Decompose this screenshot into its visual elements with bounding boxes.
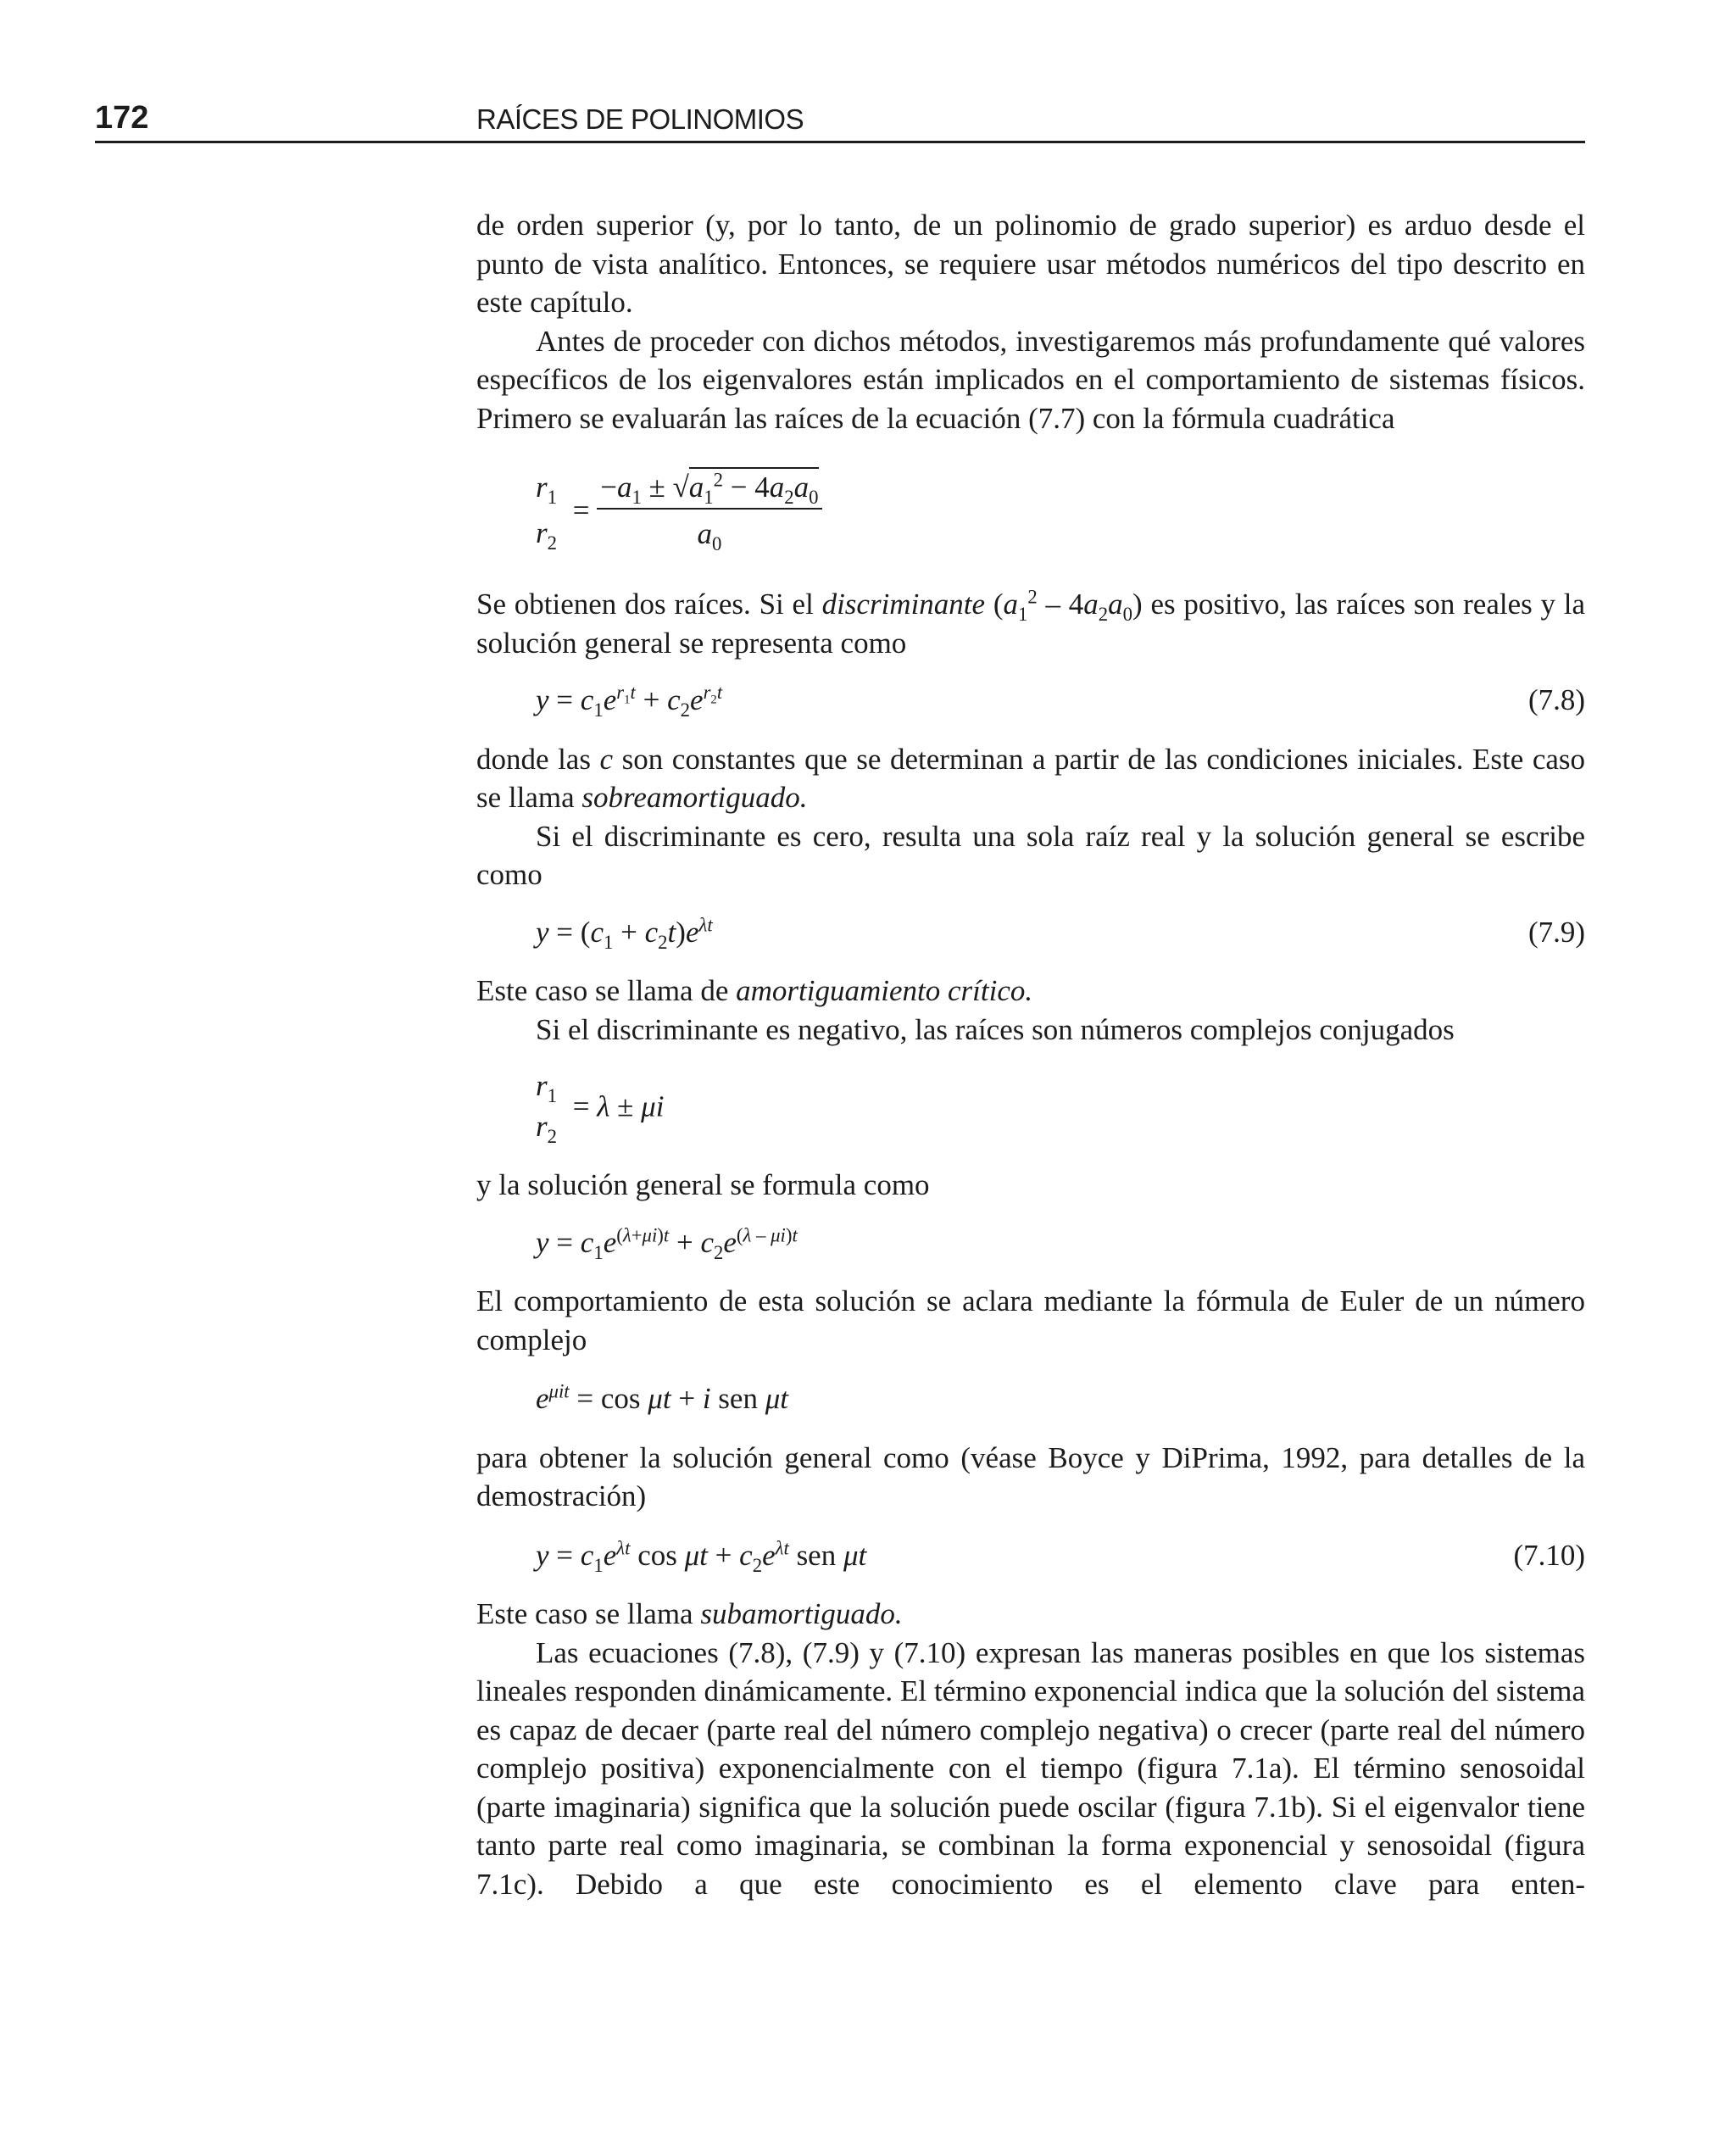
paragraph-6: Este caso se llama de amortiguamiento crítico. — [476, 974, 1033, 1007]
paragraph-8: y la solución general se formula como — [476, 1168, 930, 1201]
equation-number: (7.8) — [1527, 683, 1585, 716]
equation-number: (7.9) — [1527, 915, 1585, 949]
roots-stack: $r_1$ $r_2$ — [536, 1069, 557, 1147]
paragraph-9: El comportamiento de esta solución se aclara mediante la fórmula de Euler de un número complejo — [476, 1284, 1585, 1356]
paragraph-5: Si el discriminante es cero, resulta una sola raíz real y la solución general se escribe como — [476, 819, 1585, 891]
paragraph-1: de orden superior (y, por lo tanto, de un polinomio de grado superior) es arduo desde el punto de vista analítico. Entonces, se requiere usar métodos numéricos del tipo descrito en este capítulo. — [476, 209, 1585, 319]
paragraph-4: donde las c son constantes que se determinan a partir de las condiciones iniciales. Este caso se llama sobreamortiguado. — [476, 742, 1586, 814]
equation-7-8: $y = c_1e^{r_1t} + c_2e^{r_2t}$ (7.8) — [536, 682, 1585, 721]
roots-stack: $r_1$ $r_2$ — [536, 471, 557, 554]
paragraph-10: para obtener la solución general como (véase Boyce y DiPrima, 1992, para detalles de la demostración) — [476, 1440, 1585, 1512]
paragraph-2: Antes de proceder con dichos métodos, investigaremos más profundamente qué valores específicos de los eigenvalores están implicados en el comportamiento de sistemas físicos. Primero se evaluarán las raíces de la ecuación (7.7) con la fórmula cuadrática — [476, 324, 1585, 435]
equation-7-10: $y = c_1e^{\lambda t}$ $\cos \mu t + c_2e^{\lambda t}$ sen μt (7.10) — [536, 1536, 1585, 1576]
equation-quadratic-formula: $r_1$ $r_2$ = $\frac{-a_1 \pm √a_1^2 - 4a_2a_0}{a_0}$ — [536, 465, 1585, 566]
page-number: 172 — [95, 100, 149, 136]
equation-complex-solution: $y = c_1e^{(\lambda+\mu i)t} + c_2e^{(\lambda - \mu i)t}$ — [536, 1223, 798, 1263]
running-title: RAÍCES DE POLINOMIOS — [476, 103, 804, 135]
equation-7-9: $y = (c_1 + c_2t)e^{\lambda t}$ (7.9) — [536, 913, 1585, 953]
paragraph-12: Las ecuaciones (7.8), (7.9) y (7.10) expresan las maneras posibles en que los sistemas lineales responden dinámicamente. El término exponencial indica que la solución del sistema es capaz de decaer (parte real del número complejo negativa) o crecer (parte real del número complejo positiva) exponencialmente con el tiempo (figura 7.1a). El término senosoidal (parte imaginaria) significa que la solución puede oscilar (figura 7.1b). Si el eigenvalor tiene tanto parte real como imaginaria, se combinan la forma exponencial y senosoidal (figura 7.1c). Debido a que este conocimiento es el elemento clave para enten- — [476, 1635, 1585, 1901]
equation-number: (7.10) — [1513, 1538, 1585, 1572]
paragraph-3: Se obtienen dos raíces. Si el discriminante $(a_1^2 - 4a_2a_0)$ es positivo, las raíces son reales y la solución general se representa como — [476, 586, 1586, 660]
paragraph-11: Este caso se llama subamortiguado. — [476, 1597, 903, 1630]
main-text — [476, 206, 1585, 1903]
paragraph-7: Si el discriminante es negativo, las raíces son números complejos conjugados — [536, 1012, 1455, 1046]
equation-complex-roots: $r_1$ $r_2$ = λ ± μi — [536, 1066, 1585, 1150]
equation-euler: $e^{\mu it} = \cos \mu t + i$ sen μt — [536, 1380, 788, 1415]
running-header — [95, 98, 1585, 143]
quadratic-fraction: $\frac{-a_1 \pm √a_1^2 - 4a_2a_0}{a_0}$ — [597, 468, 821, 554]
